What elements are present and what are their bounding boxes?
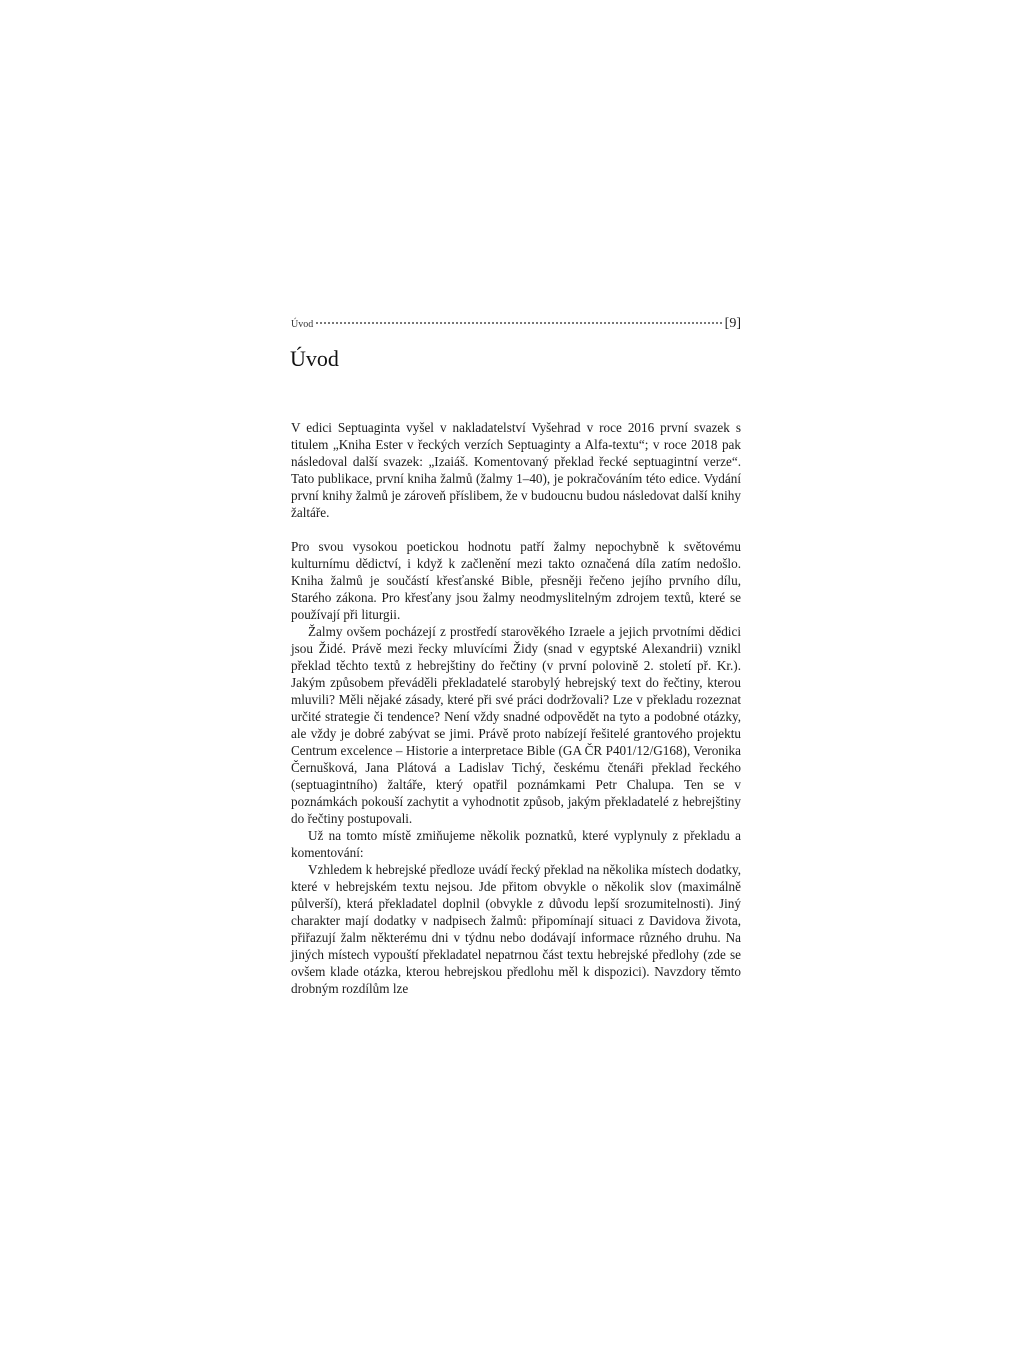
dot-leader <box>316 321 721 324</box>
paragraph-cultural-heritage: Pro svou vysokou poetickou hodnotu patří žalmy nepochybně k světovému kulturnímu dědictví, i když k začlenění mezi takto označená díla zatím nedošlo. Kniha žalmů je součástí křesťanské Bible, přesněji řečeno jejího prvního dílu, Starého zákona. Pro křesťany jsou žalmy neodmyslitelným zdrojem textů, které se používají při liturgii. <box>291 539 741 622</box>
paragraph-intro: V edici Septuaginta vyšel v nakladatelství Vyšehrad v roce 2016 první svazek s titulem „Kniha Ester v řeckých verzích Septuaginty a Alfa-textu“; v roce 2018 pak následoval další svazek: „Izaiáš. Komentovaný překlad řecké septuagintní verze“. Tato publikace, první kniha žalmů (žalmy 1–40), je pokračováním této edice. Vydání první knihy žalmů je zároveň příslibem, že v budoucnu budou následovat další knihy žaltáře. <box>291 420 741 520</box>
page-number: [9] <box>724 316 741 331</box>
paragraph-findings-intro: Už na tomto místě zmiňujeme několik poznatků, které vyplynuly z překladu a komentování: <box>291 828 741 860</box>
chapter-title: Úvod <box>290 346 339 371</box>
body-text <box>291 419 741 997</box>
running-head-label: Úvod <box>291 319 314 330</box>
paragraph-additions: Vzhledem k hebrejské předloze uvádí řecký překlad na několika místech dodatky, které v hebrejském textu nejsou. Jde přitom obvykle o několik slov (maximálně půlverší), která překladatel doplnil (obvykle z důvodu lepší srozumitelnosti). Jiný charakter mají dodatky v nadpisech žalmů: připomínají situaci z Davidova života, přiřazují žalm některému dni v týdnu nebo dodávají informace různého druhu. Na jiných místech vypouští překladatel nepatrnou část textu hebrejské předlohy (zde se ovšem klade otázka, kterou hebrejskou předlohu měl k dispozici). Navzdory těmto drobným rozdílům lze <box>291 862 741 996</box>
paragraph-origins: Žalmy ovšem pocházejí z prostředí starověkého Izraele a jejich prvotními dědici jsou Židé. Právě mezi řecky mluvícími Židy (snad v egyptské Alexandrii) vznikl překlad těchto textů z hebrejštiny do řečtiny (v první polovině 2. století př. Kr.). Jakým způsobem převáděli překladatelé starobylý hebrejský text do řečtiny, kterou mluvili? Měli nějaké zásady, které při své práci dodržovali? Lze v překladu rozeznat určité strategie či tendence? Není vždy snadné odpovědět na tyto a podobné otázky, ale vždy je dobré zabývat se jimi. Právě proto nabízejí řešitelé grantového projektu Centrum excelence – Historie a interpretace Bible (GA ČR P401/12/G168), Veronika Černušková, Jana Plátová a Ladislav Tichý, českému čtenáři překlad řeckého (septuagintního) žaltáře, který opatřil poznámkami Petr Chalupa. Ten se v poznámkách pokouší zachytit a vyhodnotit způsob, jakým překladatelé z hebrejštiny do řečtiny postupovali. <box>291 624 741 826</box>
running-head <box>291 316 741 332</box>
